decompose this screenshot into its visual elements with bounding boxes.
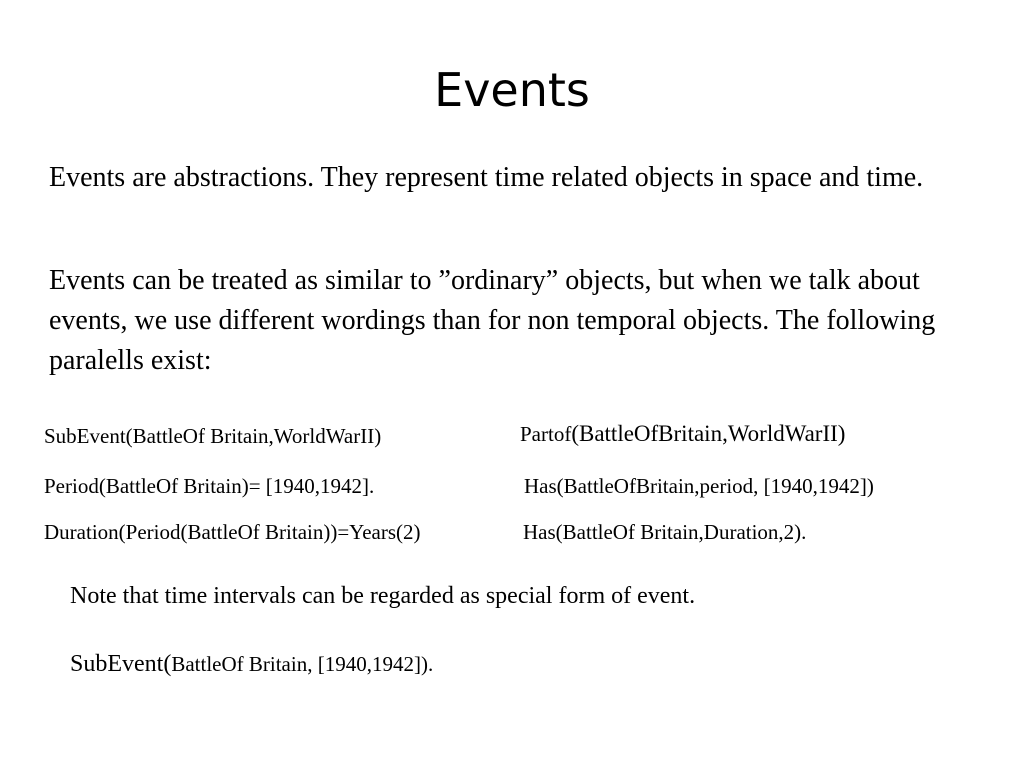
example-prefix: SubEvent(	[70, 651, 172, 677]
example-rest: BattleOf Britain, [1940,1942]).	[171, 652, 434, 676]
intro-paragraph: Events are abstractions. They represent time related objects in space and time.	[49, 162, 924, 193]
row-1-right-prefix: Partof	[520, 422, 572, 446]
row-1-right	[520, 420, 845, 448]
example-text	[70, 648, 433, 680]
row-3-left: Duration(Period(BattleOf Britain))=Years(2)	[44, 520, 421, 544]
row-1-right-rest: (BattleOfBritain,WorldWarII)	[571, 421, 846, 446]
slide-title: Events	[434, 63, 590, 117]
row-2-right: Has(BattleOfBritain,period, [1940,1942])	[524, 474, 874, 498]
parallels-paragraph: Events can be treated as similar to ”ordinary” objects, but when we talk about events, we use different wordings than for non temporal objects. The following paralells exist:	[49, 265, 936, 376]
row-2-left: Period(BattleOf Britain)= [1940,1942].	[44, 474, 375, 498]
row-1-left: SubEvent(BattleOf Britain,WorldWarII)	[44, 424, 382, 448]
note-text: Note that time intervals can be regarded as special form of event.	[70, 583, 696, 609]
row-3-right: Has(BattleOf Britain,Duration,2).	[523, 520, 807, 544]
